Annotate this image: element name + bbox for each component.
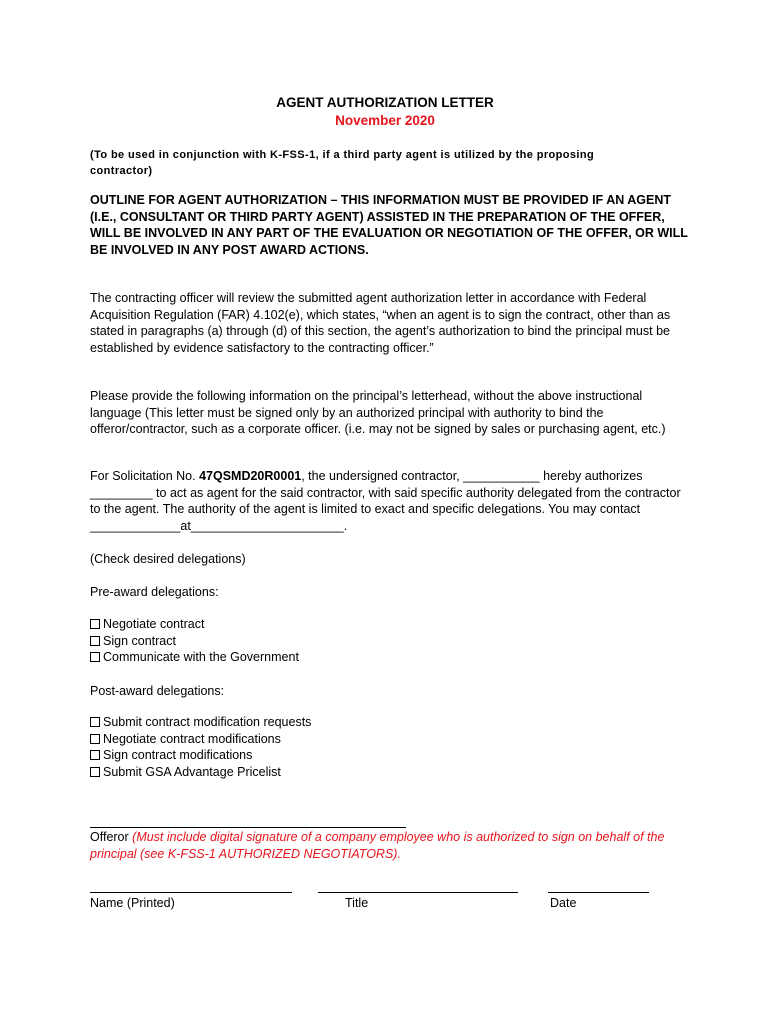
letter-title-block	[0, 94, 770, 130]
far-paragraph: The contracting officer will review the submitted agent authorization letter in accordance with Federal Acquisition Regulation (FAR) 4.102(e), which states, “when an agent is to sign the contract, other than as stated in paragraphs (a) through (d) of this section, the agent’s authorization to bind the principal must be established by evidence satisfactory to the contracting officer.”	[90, 291, 671, 355]
checkbox-icon[interactable]	[90, 636, 100, 646]
offeror-label: Offeror	[90, 830, 133, 844]
checkbox-label: Negotiate contract	[103, 617, 205, 631]
checkbox-icon[interactable]	[90, 652, 100, 662]
checkbox-communicate-government[interactable]	[90, 649, 299, 666]
solicitation-number: 47QSMD20R0001	[199, 469, 302, 483]
checkbox-negotiate-mods[interactable]	[90, 731, 311, 748]
letter-title: AGENT AUTHORIZATION LETTER	[276, 95, 494, 110]
checkbox-label: Communicate with the Government	[103, 650, 299, 664]
offeror-instruction: (Must include digital signature of a company employee who is authorized to sign on behalf of the principal (see K-FSS-1 AUTHORIZED NEGOTIATORS).	[90, 830, 665, 861]
checkbox-label: Sign contract	[103, 633, 176, 648]
title-signature-line	[318, 892, 518, 893]
post-award-list	[90, 714, 311, 780]
checkbox-label: Negotiate contract modifications	[103, 731, 281, 746]
letter-date: November 2020	[335, 113, 435, 128]
checkbox-sign-mods[interactable]	[90, 747, 311, 764]
instruction-paragraph: Please provide the following information on the principal’s letterhead, without the above instructional language (This letter must be signed only by an authorized principal with authority to bind the offeror/contractor, such as a corporate officer. (i.e. may not be signed by sales or purchasing agent, etc.)	[90, 389, 666, 436]
checkbox-submit-mod-requests[interactable]	[90, 714, 311, 731]
pre-award-list	[90, 616, 299, 666]
checkbox-icon[interactable]	[90, 734, 100, 744]
checkbox-icon[interactable]	[90, 717, 100, 727]
name-printed-label: Name (Printed)	[90, 896, 175, 910]
checkbox-icon[interactable]	[90, 767, 100, 777]
checkbox-label: Submit GSA Advantage Pricelist	[103, 764, 281, 779]
usage-note: (To be used in conjunction with K-FSS-1, if a third party agent is utilized by the proposing contractor)	[90, 149, 595, 177]
offeror-signature-line	[90, 827, 406, 828]
solicitation-paragraph	[90, 468, 690, 534]
pre-award-heading: Pre-award delegations:	[90, 585, 219, 599]
solicitation-rest: , the undersigned contractor, ___________ hereby authorizes _________ to act as agent for the said contractor, with said specific authority delegated from the contractor to the agent. The authority of the agent is limited to exact and specific delegations. You may contact _____________at______________________.	[90, 469, 681, 533]
solicitation-prefix: For Solicitation No.	[90, 469, 200, 483]
checkbox-negotiate-contract[interactable]	[90, 616, 299, 633]
checkbox-label: Sign contract modifications	[103, 748, 253, 762]
checkbox-icon[interactable]	[90, 750, 100, 760]
checkbox-submit-pricelist[interactable]	[90, 764, 311, 781]
date-signature-line	[548, 892, 649, 893]
offeror-block	[90, 829, 690, 862]
check-desired-label: (Check desired delegations)	[90, 552, 246, 566]
title-label: Title	[345, 896, 369, 910]
name-signature-line	[90, 892, 292, 893]
date-label: Date	[550, 896, 577, 910]
outline-heading: OUTLINE FOR AGENT AUTHORIZATION – THIS INFORMATION MUST BE PROVIDED IF AN AGENT (I.E., CONSULTANT OR THIRD PARTY AGENT) ASSISTED IN THE PREPARATION OF THE OFFER, WILL BE INVOLVED IN ANY PART OF THE EVALUATION OR NEGOTIATION OF THE OFFER, OR WILL BE INVOLVED IN ANY POST AWARD ACTIONS.	[90, 193, 688, 257]
checkbox-label: Submit contract modification requests	[103, 715, 312, 729]
checkbox-sign-contract[interactable]	[90, 633, 299, 650]
post-award-heading: Post-award delegations:	[90, 684, 225, 698]
checkbox-icon[interactable]	[90, 619, 100, 629]
